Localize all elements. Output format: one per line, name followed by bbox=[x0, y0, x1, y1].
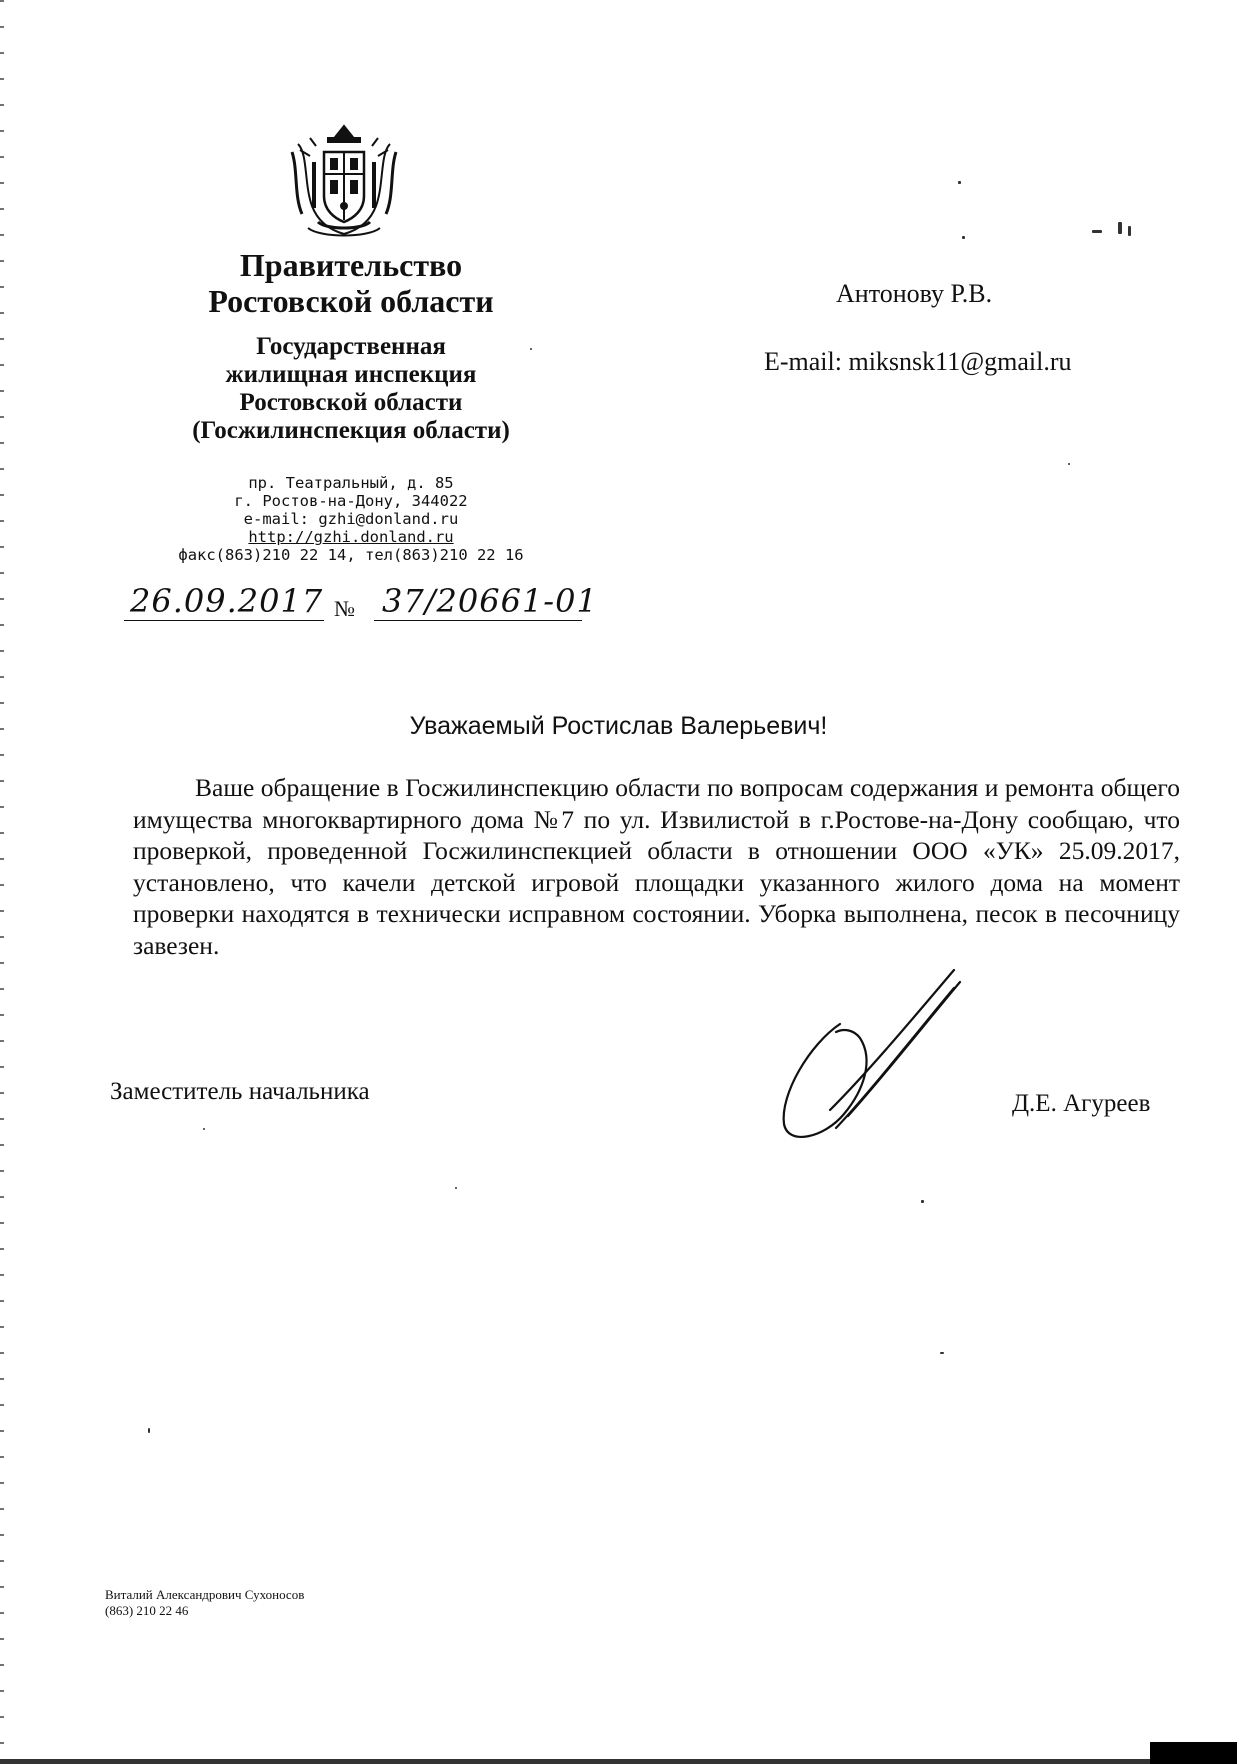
registration-line bbox=[124, 582, 624, 624]
scan-speck bbox=[203, 1128, 205, 1130]
executor-phone: (863) 210 22 46 bbox=[105, 1603, 189, 1618]
scan-speck bbox=[1128, 226, 1131, 236]
government-name-line: Ростовской области bbox=[208, 283, 494, 319]
government-name bbox=[130, 247, 572, 319]
scan-speck bbox=[1068, 463, 1070, 465]
inspection-name-line: Ростовской области bbox=[239, 389, 463, 416]
inspection-name bbox=[130, 333, 572, 445]
sender-email: e-mail: gzhi@donland.ru bbox=[243, 510, 459, 528]
sender-city: г. Ростов-на-Дону, 344022 bbox=[234, 492, 468, 510]
letter-body: Ваше обращение в Госжилинспекцию области по вопросам содержания и ремонта общего имущества многоквартирного дома №7 по ул. Извилистой в г.Ростове-на-Дону сообщаю, что проверкой, проведенной Госжилинспекцией области в отношении ООО «УК» 25.09.2017, установлено, что качели детской игровой площадки указанного жилого дома на момент проверки находятся в технически исправном состоянии. Уборка выполнена, песок в песочницу завезен. bbox=[133, 773, 1180, 960]
registration-date: 26.09.2017 bbox=[130, 582, 324, 620]
salutation: Уважаемый Ростислав Валерьевич! bbox=[409, 712, 828, 740]
scan-speck bbox=[148, 1428, 150, 1433]
inspection-name-line: жилищная инспекция bbox=[225, 361, 477, 388]
scan-edge-left bbox=[0, 0, 4, 1764]
executor-info bbox=[105, 1587, 304, 1619]
scan-speck bbox=[455, 1187, 457, 1189]
scan-speck bbox=[1118, 222, 1122, 234]
inspection-name-line: (Госжилинспекция области) bbox=[192, 417, 510, 444]
registration-date-underline bbox=[124, 620, 324, 621]
registration-number-sign: № bbox=[334, 596, 355, 621]
executor-name: Виталий Александрович Сухоносов bbox=[105, 1587, 305, 1602]
recipient-name: Антонову Р.В. bbox=[836, 279, 993, 308]
scan-speck bbox=[958, 181, 961, 184]
registration-number: 37/20661-01 bbox=[382, 582, 598, 620]
handwritten-signature bbox=[770, 960, 990, 1150]
sender-phones: факс(863)210 22 14, тел(863)210 22 16 bbox=[178, 546, 524, 564]
scan-speck bbox=[940, 1352, 944, 1354]
sender-contacts bbox=[110, 474, 592, 564]
scan-speck bbox=[921, 1200, 924, 1203]
government-name-line: Правительство bbox=[239, 247, 463, 283]
scan-edge-bottom bbox=[1150, 1742, 1237, 1764]
coat-of-arms-icon bbox=[288, 122, 400, 240]
scan-speck bbox=[1092, 230, 1102, 233]
scan-speck bbox=[962, 236, 965, 239]
signatory-position: Заместитель начальника bbox=[110, 1078, 370, 1105]
recipient-email: E-mail: miksnsk11@gmail.ru bbox=[764, 347, 1072, 376]
inspection-name-line: Государственная bbox=[256, 333, 446, 360]
scan-edge-bottom-line bbox=[0, 1754, 1150, 1764]
registration-number-underline bbox=[374, 620, 582, 621]
signatory-name: Д.Е. Агуреев bbox=[1012, 1090, 1151, 1117]
sender-street: пр. Театральный, д. 85 bbox=[248, 474, 454, 492]
sender-website-link[interactable]: http://gzhi.donland.ru bbox=[248, 528, 454, 546]
